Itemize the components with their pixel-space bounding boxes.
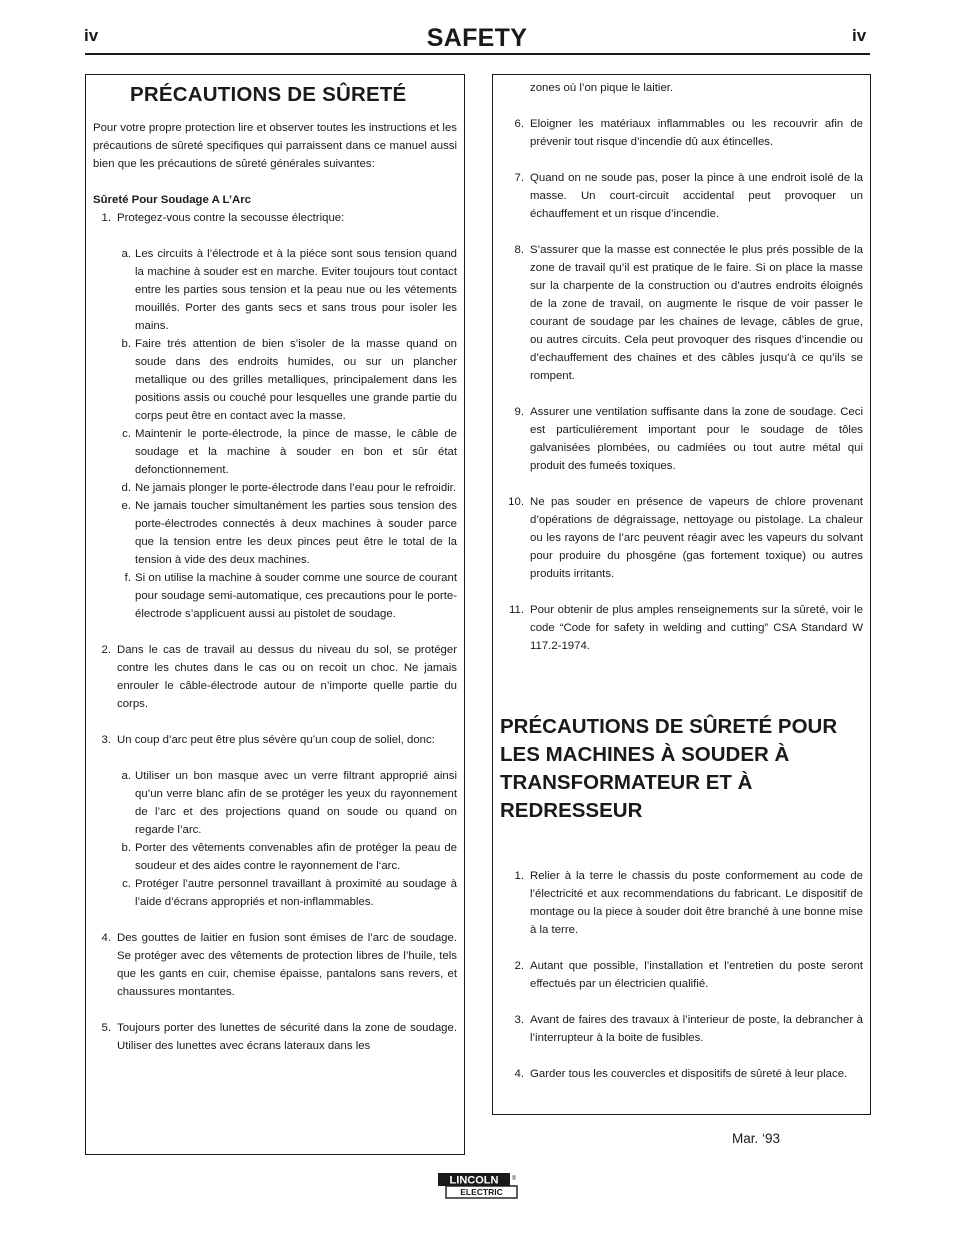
item-number: 6.	[514, 118, 524, 130]
item-letter: c.	[122, 878, 131, 890]
sub-list-item	[93, 839, 457, 875]
sub-list-item	[93, 497, 457, 569]
item-text: Des gouttes de laitier en fusion sont émises de l’arc de soudage. Se protéger avec des vêtements de protection libres de l’huile, tels que les gants en cuir, chemise épaisse, pantalons sans revers, et chaussures montantes.	[117, 932, 457, 998]
item-text: Avant de faires des travaux à l’interieur de poste, la debrancher à l’interrupteur à la boite de fusibles.	[530, 1014, 863, 1044]
item-letter: b.	[121, 842, 131, 854]
list-item	[93, 929, 457, 1001]
left-column-text	[93, 119, 457, 1055]
item-number: 11.	[509, 604, 524, 616]
item-number: 3.	[514, 1014, 524, 1026]
item-number: 2.	[514, 960, 524, 972]
item-letter: a.	[121, 248, 131, 260]
logo-bottom-text: ELECTRIC	[460, 1187, 503, 1198]
item-text: Quand on ne soude pas, poser la pince à une endroit isolé de la masse. Un court-circuit accidental peut provoquer un échauffement et un risque d’incendie.	[530, 172, 863, 220]
item-number: 2.	[101, 644, 111, 656]
item-number: 3.	[101, 734, 111, 746]
list-item	[500, 169, 863, 223]
item-letter: b.	[121, 338, 131, 350]
list-item	[93, 731, 457, 749]
item-number: 9.	[514, 406, 524, 418]
sub-list-item	[93, 335, 457, 425]
list-item	[500, 241, 863, 385]
item-text: Faire trés attention de bien s’isoler de la masse quand on soude dans des endroits humides, ou sur un plancher metallique ou des grilles metalliques, principalement dans les positions assis ou couché pour lesquelles une grande partie du corps peut être en contact avec la masse.	[135, 338, 457, 422]
list-item	[93, 209, 457, 227]
header-rule	[85, 53, 870, 55]
item-number: 7.	[514, 172, 524, 184]
list-item	[500, 867, 863, 939]
sub-list-item	[93, 479, 457, 497]
list-item	[500, 601, 863, 655]
item-text: Relier à la terre le chassis du poste conformement au code de l’électricité et aux recommendations du fabricant. Le dispositif de montage ou la piece à souder doit être branché à une bonne mise à la terre.	[530, 870, 863, 936]
item-text: Assurer une ventilation suffisante dans la zone de soudage. Ceci est particuliérement important pour le soudage de tôles galvanisées plombées, ou cadmiées ou tout autre métal qui produit des fumeés toxiques.	[530, 406, 863, 472]
item-text: Porter des vêtements convenables afin de protéger la peau de soudeur et des aides contre le rayonnement de l‘arc.	[135, 842, 457, 872]
item-text: Protéger l’autre personnel travaillant à proximité au soudage à l’aide d’écrans appropriés et non-inflammables.	[135, 878, 457, 908]
item-text: Les circuits à l’électrode et à la piéce sont sous tension quand la machine à souder est en marche. Eviter toujours tout contact entre les parties sous tension et la peau nue ou les vétements mouillés. Porter des gants secs et sans trous pour isoler les mains.	[135, 248, 457, 332]
item-text: Ne jamais plonger le porte-électrode dans l’eau pour le refroidir.	[135, 482, 457, 494]
item-number: 1.	[101, 212, 111, 224]
item-number: 10.	[508, 496, 524, 508]
logo-top-text: LINCOLN	[449, 1174, 499, 1187]
lincoln-electric-logo	[437, 1172, 518, 1199]
item-text: Autant que possible, l’installation et l’entretien du poste seront effectués par un électricien qualifié.	[530, 960, 863, 990]
list-item	[500, 957, 863, 993]
item-text: Garder tous les couvercles et dispositifs de sûreté à leur place.	[530, 1068, 848, 1080]
right-column-box	[492, 74, 871, 1115]
list-item	[500, 1065, 863, 1083]
right-column-text	[500, 79, 863, 1083]
item-text: Maintenir le porte-électrode, la pince de masse, le câble de soudage et la machine à souder en bon et sûr état defonctionnement.	[135, 428, 457, 476]
sub-list-item	[93, 569, 457, 623]
item-letter: a.	[121, 770, 131, 782]
list-item	[93, 641, 457, 713]
item-text: Ne pas souder en présence de vapeurs de chlore provenant d’opérations de dégraissage, nettoyage ou pistolage. La chaleur ou les rayons de l’arc peuvent réagir avec les vapeurs du solvant pour produire du phosgéne (gas fortement toxique) ou autres produits irritants.	[530, 496, 863, 580]
sub-heading-arc-welding: Sûreté Pour Soudage A L’Arc	[93, 194, 252, 206]
list-item	[500, 403, 863, 475]
item-text: S’assurer que la masse est connectée le plus prés possible de la zone de travail qu’il est pratique de le faire. Si on place la masse sur la charpente de la construction ou d’autres endroits éloignés de la zone de travail, on augmente le risque de voir passer le courant de soudage par les chaines de levage, câbles de grue, ou autres circuits. Cela peut provoquer des risques d’incendie ou d’echauffement des chaines et des câbles jusqu’à ce qu’ils se rompent.	[530, 244, 863, 382]
sub-list-item	[93, 767, 457, 839]
left-column-box	[85, 74, 465, 1155]
list-item	[500, 493, 863, 583]
list-item	[500, 1011, 863, 1047]
page-number-right: iv	[852, 26, 867, 45]
page-number-left: iv	[84, 26, 99, 45]
page-title: SAFETY	[426, 24, 528, 52]
section-heading-transformer: PRÉCAUTIONS DE SÛRETÉ POUR LES MACHINES À SOUDER À TRANSFORMATEUR ET À REDRESSEUR	[500, 715, 838, 822]
logo-mark: ®	[511, 1176, 517, 1182]
item-number: 1.	[514, 870, 524, 882]
item-number: 5.	[101, 1022, 111, 1034]
item-text: Si on utilise la machine à souder comme une source de courant pour soudage semi-automatique, ces precautions pour le porte-électrode s’applicuent aussi au pistolet de soudage.	[135, 572, 457, 620]
sub-list-item	[93, 875, 457, 911]
sub-list-item	[93, 245, 457, 335]
list-item	[93, 1019, 457, 1055]
sub-list-item	[93, 425, 457, 479]
item-text: Protegez-vous contre la secousse électrique:	[117, 212, 345, 224]
item-text: Dans le cas de travail au dessus du niveau du sol, se protéger contre les chutes dans le cas ou on recoit un choc. Ne jamais enrouler le câble-électrode autour de n’importe quelle partie du corps.	[117, 644, 457, 710]
item-text: Utiliser un bon masque avec un verre filtrant approprié ainsi qu’un verre blanc afin de se protéger les yeux du rayonnement de l’arc et des projections quand on soude ou quand on regarde l’arc.	[135, 770, 457, 836]
item-letter: d.	[121, 482, 131, 494]
item-5-continuation: zones où l’on pique le laitier.	[530, 82, 674, 94]
item-number: 8.	[514, 244, 524, 256]
item-letter: f.	[124, 572, 131, 584]
item-text: Un coup d’arc peut être plus sévère qu’un coup de soliel, donc:	[117, 734, 435, 746]
item-text: Eloigner les matériaux inflammables ou les recouvrir afin de prévenir tout risque d’incendie dû aux étincelles.	[530, 118, 863, 148]
list-item	[500, 115, 863, 151]
section-heading-precautions: PRÉCAUTIONS DE SÛRETÉ	[130, 83, 407, 106]
item-number: 4.	[514, 1068, 524, 1080]
item-number: 4.	[101, 932, 111, 944]
item-text: Toujours porter des lunettes de sécurité dans la zone de soudage. Utiliser des lunettes avec écrans lateraux dans les	[117, 1022, 457, 1052]
item-letter: c.	[122, 428, 131, 440]
item-letter: e.	[121, 500, 131, 512]
item-text: Pour obtenir de plus amples renseignements sur la sûreté, voir le code “Code for safety in welding and cutting” CSA Standard W 117.2-1974.	[530, 604, 863, 652]
intro-paragraph: Pour votre propre protection lire et observer toutes les instructions et les précautions de sûreté specifiques qui parraissent dans ce manuel aussi bien que les précautions de sûreté générales suivantes:	[93, 122, 457, 170]
revision-date: Mar. ‘93	[732, 1131, 781, 1146]
item-text: Ne jamais toucher simultanément les parties sous tension des porte-électrodes connectés à deux machines à souder parce que la tension entre les deux pinces peut être le total de la tension à vide des deux machines.	[135, 500, 457, 566]
